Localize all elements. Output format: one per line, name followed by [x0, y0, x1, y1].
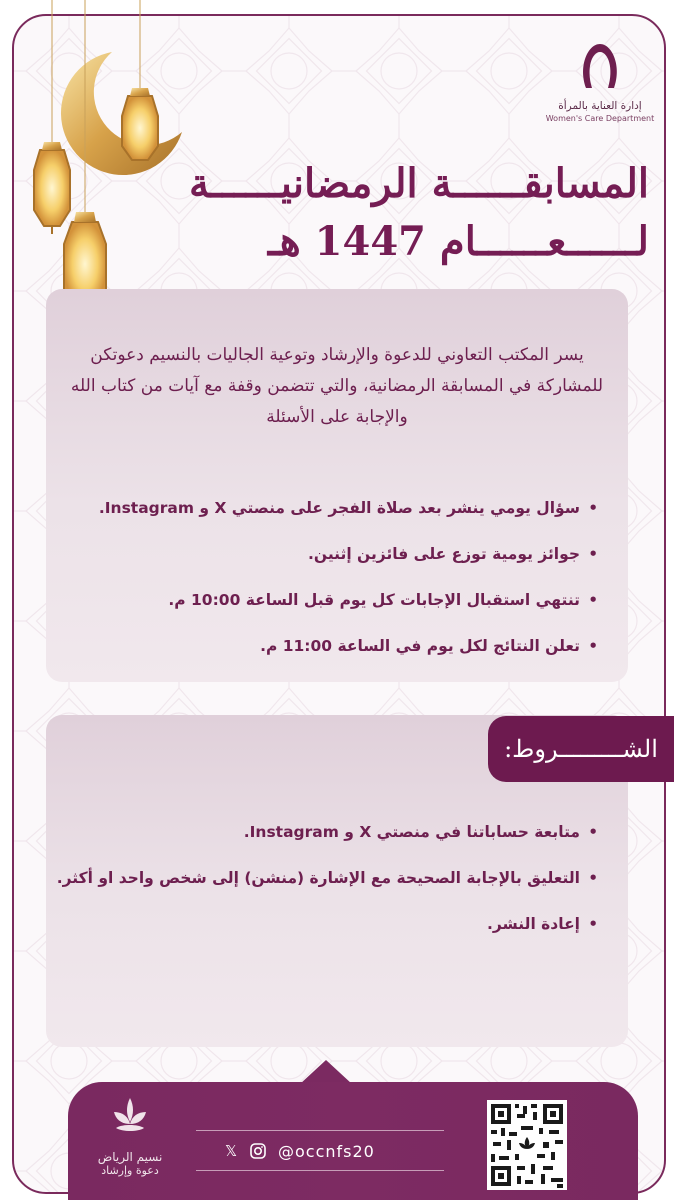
- logo-arabic-text: إدارة العناية بالمرأة: [558, 100, 642, 112]
- brand-mark-icon: [108, 1094, 152, 1138]
- lantern-icon: [122, 88, 158, 160]
- x-icon[interactable]: 𝕏: [224, 1142, 238, 1160]
- terms-list: [56, 820, 600, 958]
- list-item: • إعادة النشر.: [60, 912, 600, 958]
- details-list: [60, 496, 600, 680]
- page-title: المسابقــــــة الرمضانيــــــة: [189, 160, 649, 207]
- intro-paragraph: يسر المكتب التعاوني للدعوة والإرشاد وتوعية الجاليات بالنسيم دعوتكن للمشاركة في المسابقة الرمضانية، والتي تتضمن وقفة مع آيات من كتاب الله والإجابة على الأسئلة: [70, 345, 604, 427]
- brand-tagline: دعوة وإرشاد: [101, 1164, 159, 1177]
- brand-name: نسيم الرياض: [97, 1150, 163, 1164]
- crescent-moon-icon: [61, 52, 182, 175]
- instagram-icon[interactable]: [250, 1143, 266, 1159]
- list-item: • جوائز يومية توزع على فائزين إثنين.: [60, 542, 600, 588]
- social-handles: [220, 1140, 375, 1162]
- list-item: • تعلن النتائج لكل يوم في الساعة 11:00 م.: [60, 634, 600, 680]
- logo-english-text: Women's Care Department: [545, 114, 655, 123]
- social-handle[interactable]: @occnfs20: [278, 1141, 375, 1161]
- office-brand: [92, 1094, 168, 1178]
- list-item: • تنتهي استقبال الإجابات كل يوم قبل الساعة 10:00 م.: [60, 588, 600, 634]
- page-title-year: لــــــعــــــام 1447 هـ: [267, 218, 649, 265]
- department-logo: [545, 40, 655, 123]
- list-item: • سؤال يومي ينشر بعد صلاة الفجر على منصتي X و Instagram.: [60, 496, 600, 542]
- footer-divider: [196, 1130, 444, 1131]
- qr-center-logo-icon: [517, 1134, 537, 1154]
- lantern-icon: [34, 142, 70, 234]
- list-item: • متابعة حساباتنا في منصتي X و Instagram.: [60, 820, 600, 866]
- terms-heading: الشـــــــــروط:: [488, 716, 674, 782]
- crescent-lanterns-decoration: [0, 0, 210, 330]
- footer-divider: [196, 1170, 444, 1171]
- qr-code[interactable]: [487, 1100, 567, 1190]
- footer-notch: [300, 1060, 352, 1084]
- list-item: • التعليق بالإجابة الصحيحة مع الإشارة (منشن) إلى شخص واحد او أكثر.: [60, 866, 600, 912]
- logo-mark-icon: [576, 40, 624, 90]
